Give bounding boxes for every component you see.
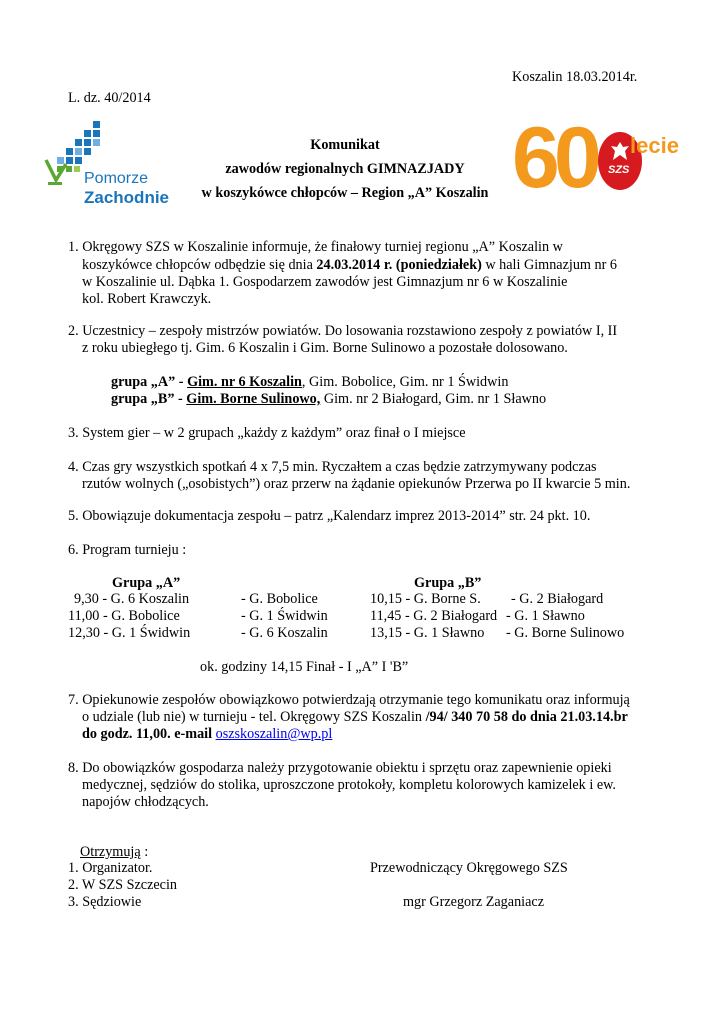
group-b-label: grupa „B” - xyxy=(111,391,187,407)
point-4-line-1: 4. Czas gry wszystkich spotkań 4 x 7,5 min. Ryczałtem a czas będzie zatrzymywany podczas xyxy=(68,459,597,475)
schedule-group-a-title: Grupa „A” xyxy=(112,575,181,591)
match-a-3-teams: 12,30 - G. 1 Świdwin xyxy=(68,625,191,641)
eagle-icon xyxy=(610,140,630,162)
title-discipline: w koszykówce chłopców – Region „A” Koszalin xyxy=(201,185,489,201)
tournament-date: 24.03.2014 r. (poniedziałek) xyxy=(316,257,482,273)
group-a-line xyxy=(111,373,508,391)
point-4-line-2: rzutów wolnych („osobistych”) oraz przerw na żądanie opiekunów Przerwa po II kwarcie 5 min. xyxy=(82,476,631,492)
match-b-2-opponent: - G. 1 Sławno xyxy=(506,608,585,624)
point-8-line-1: 8. Do obowiązków gospodarza należy przygotowanie obiektu i sprzętu oraz zapewnienie opieki xyxy=(68,760,612,776)
logo-text-lecie: lecie xyxy=(630,133,679,158)
point-3: 3. System gier – w 2 grupach „każdy z każdym” oraz finał o I miejsce xyxy=(68,425,466,441)
confirmation-time: do godz. 11,00. e-mail xyxy=(82,726,216,742)
point-8-line-2: medycznej, sędziów do stolika, uproszczone protokoły, kompletu kolorowych kamizelek i ew. xyxy=(82,777,616,793)
confirmation-phone-deadline: /94/ 340 70 58 do dnia 21.03.14.br xyxy=(425,709,628,725)
szs-badge-text: SZS xyxy=(608,164,630,176)
group-b-seed: Gim. Borne Sulinowo, xyxy=(186,391,321,407)
logo-number-60: 60 xyxy=(512,110,596,206)
email-link[interactable]: oszskoszalin@wp.pl xyxy=(215,726,333,742)
point-1-line-3: w Koszalinie ul. Dąbka 1. Gospodarzem zawodów jest Gimnazjum nr 6 w Koszalinie xyxy=(82,274,568,290)
group-b-line xyxy=(111,390,546,408)
point-2-line-2: z roku ubiegłego tj. Gim. 6 Koszalin i Gim. Borne Sulinowo a pozostałe dolosowano. xyxy=(82,340,568,356)
pomorze-zachodnie-logo xyxy=(44,118,174,210)
signatory-name: mgr Grzegorz Zaganiacz xyxy=(403,894,545,910)
match-a-2-teams: 11,00 - G. Bobolice xyxy=(68,608,180,624)
point-1-line-2 xyxy=(82,256,617,274)
point-7-line-3 xyxy=(82,725,332,743)
title-komunikat: Komunikat xyxy=(310,137,380,153)
receiver-2: 2. W SZS Szczecin xyxy=(68,877,178,893)
match-a-1-opponent: - G. Bobolice xyxy=(241,591,318,607)
match-b-1-teams: 10,15 - G. Borne S. xyxy=(370,591,481,607)
logo-text-pomorze: Pomorze xyxy=(84,170,149,187)
receivers-title: Otrzymują xyxy=(80,844,141,860)
group-a-label: grupa „A” - xyxy=(111,374,188,390)
match-b-1-opponent: - G. 2 Białogard xyxy=(511,591,604,607)
document-date: Koszalin 18.03.2014r. xyxy=(512,69,638,85)
schedule-group-b-title: Grupa „B” xyxy=(414,575,482,591)
match-a-1-teams: 9,30 - G. 6 Koszalin xyxy=(74,591,190,607)
point-1-text-venue: w hali Gimnazjum nr 6 xyxy=(481,257,617,273)
receiver-1: 1. Organizator. xyxy=(68,860,153,876)
match-a-2-opponent: - G. 1 Świdwin xyxy=(241,608,328,624)
signatory-title: Przewodniczący Okręgowego SZS xyxy=(370,860,568,876)
point-7-text: o udziale (lub nie) w turnieju - tel. Okręgowy SZS Koszalin xyxy=(82,709,426,725)
title-event: zawodów regionalnych GIMNAZJADY xyxy=(225,161,465,177)
point-5: 5. Obowiązuje dokumentacja zespołu – patrz „Kalendarz imprez 2013-2014” str. 24 pkt. 10. xyxy=(68,508,591,524)
match-a-3-opponent: - G. 6 Koszalin xyxy=(241,625,328,641)
match-b-3-opponent: - G. Borne Sulinowo xyxy=(506,625,625,641)
point-7-line-2 xyxy=(82,708,628,726)
match-b-3-teams: 13,15 - G. 1 Sławno xyxy=(370,625,485,641)
receivers-colon: : xyxy=(140,844,149,860)
point-7-line-1: 7. Opiekunowie zespołów obowiązkowo potwierdzają otrzymanie tego komunikatu oraz informują xyxy=(68,692,630,708)
receiver-3: 3. Sędziowie xyxy=(68,894,142,910)
logo-text-zachodnie: Zachodnie xyxy=(84,188,170,207)
point-1-text: koszykówce chłopców odbędzie się dnia xyxy=(82,257,317,273)
point-1-line-4: kol. Robert Krawczyk. xyxy=(82,291,212,307)
group-b-teams: Gim. nr 2 Białogard, Gim. nr 1 Sławno xyxy=(320,391,547,407)
point-6: 6. Program turnieju : xyxy=(68,542,187,558)
point-2-line-1: 2. Uczestnicy – zespoły mistrzów powiatów. Do losowania rozstawiono zespoły z powiatów I, II xyxy=(68,323,618,339)
match-b-2-teams: 11,45 - G. 2 Białogard xyxy=(370,608,498,624)
point-1-line-1: 1. Okręgowy SZS w Koszalinie informuje, że finałowy turniej regionu „A” Koszalin w xyxy=(68,239,563,255)
reference-number: L. dz. 40/2014 xyxy=(68,90,151,106)
group-a-seed: Gim. nr 6 Koszalin xyxy=(187,374,302,390)
group-a-teams: , Gim. Bobolice, Gim. nr 1 Świdwin xyxy=(301,374,509,390)
final-match: ok. godziny 14,15 Finał - I „A” I 'B” xyxy=(200,659,409,675)
szs-60-lecie-logo xyxy=(512,110,679,206)
point-8-line-3: napojów chłodzących. xyxy=(82,794,209,810)
